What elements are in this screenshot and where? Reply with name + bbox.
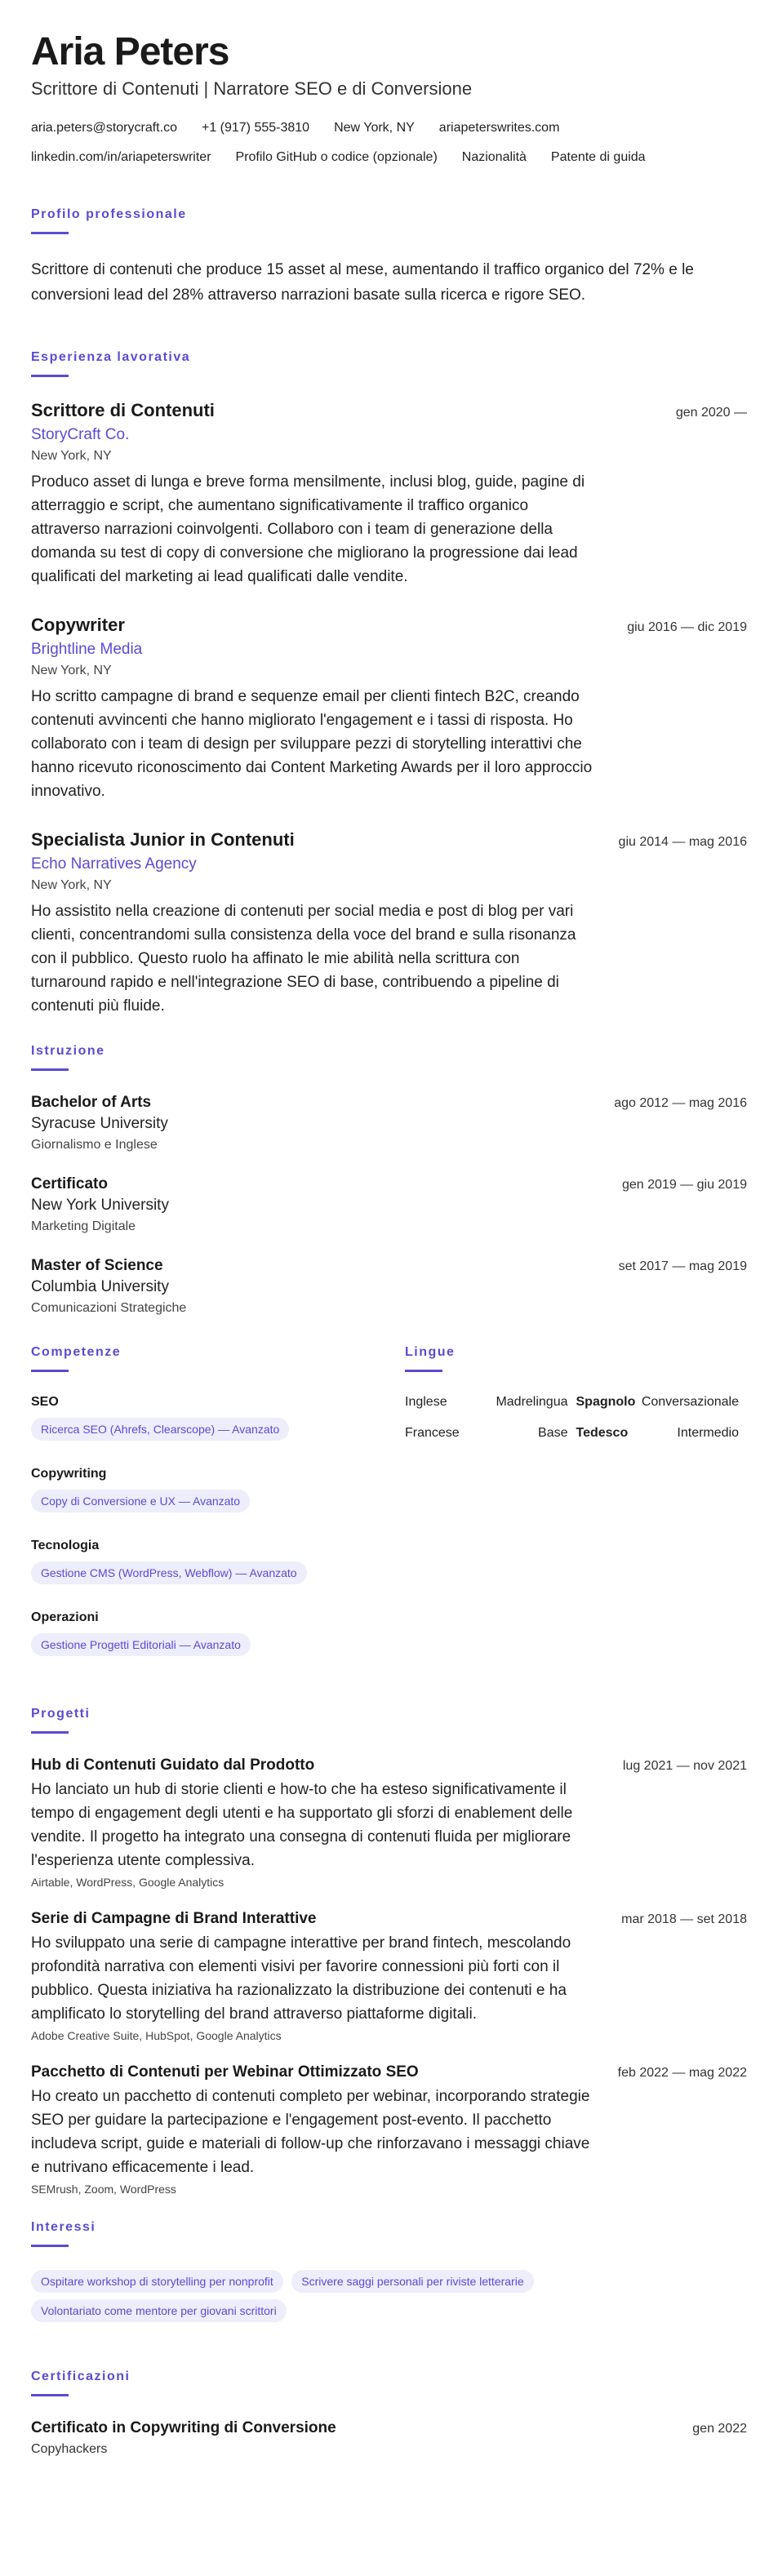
education-field: Marketing Digitale	[31, 1219, 136, 1233]
project-title: Serie di Campagne di Brand Interattive	[31, 1910, 317, 1927]
education-field: Comunicazioni Strategiche	[31, 1301, 187, 1315]
contact-list	[31, 121, 668, 165]
job-company: Echo Narratives Agency	[31, 855, 197, 873]
language-level: Base	[538, 1426, 568, 1440]
language-level: Intermedio	[677, 1426, 739, 1440]
job-entry	[31, 829, 747, 1018]
section-divider	[31, 2394, 69, 2396]
job-dates: giu 2014 — mag 2016	[618, 835, 747, 849]
job-entry	[31, 615, 747, 803]
education-school: Syracuse University	[31, 1115, 168, 1132]
language-name: Francese	[405, 1426, 460, 1440]
contact-location: New York, NY	[334, 121, 415, 135]
project-entry	[31, 2063, 747, 2196]
section-heading: Esperienza lavorativa	[31, 350, 191, 364]
language-name: Tedesco	[576, 1426, 629, 1440]
project-entry	[31, 1910, 747, 2042]
education-school: New York University	[31, 1197, 169, 1214]
contact-email[interactable]: aria.peters@storycraft.co	[31, 121, 177, 135]
job-location: New York, NY	[31, 449, 112, 463]
certification-org: Copyhackers	[31, 2442, 108, 2456]
certification-date: gen 2022	[692, 2422, 747, 2436]
education-dates: ago 2012 — mag 2016	[614, 1096, 747, 1110]
job-entry	[31, 400, 747, 588]
language-name: Inglese	[405, 1395, 447, 1409]
project-title: Pacchetto di Contenuti per Webinar Ottimizzato SEO	[31, 2063, 419, 2081]
project-tech: Airtable, WordPress, Google Analytics	[31, 1876, 225, 1889]
section-heading: Interessi	[31, 2220, 96, 2234]
experience-section	[31, 350, 747, 1018]
interest-pill: Scrivere saggi personali per riviste letterarie	[291, 2270, 533, 2293]
job-title: Copywriter	[31, 615, 125, 635]
education-entry	[31, 1175, 747, 1234]
profile-summary: Scrittore di contenuti che produce 15 asset al mese, aumentando il traffico organico del 72% e le conversioni lead del 28% attraverso narrazioni basate sulla ricerca e rigore SEO.	[31, 261, 694, 304]
education-degree: Master of Science	[31, 1257, 163, 1274]
section-heading: Progetti	[31, 1707, 91, 1721]
skills-column	[31, 1345, 374, 1682]
skill-pill: Copy di Conversione e UX — Avanzato	[31, 1490, 250, 1512]
skill-category: Operazioni	[31, 1610, 99, 1624]
project-dates: mar 2018 — set 2018	[621, 1912, 747, 1926]
skill-category: Tecnologia	[31, 1539, 100, 1552]
section-divider	[31, 1370, 69, 1372]
project-entry	[31, 1757, 747, 1889]
section-heading: Lingue	[405, 1345, 456, 1359]
language-row	[405, 1395, 747, 1410]
section-divider	[31, 2245, 69, 2247]
section-heading: Certificazioni	[31, 2369, 131, 2383]
education-dates: gen 2019 — giu 2019	[621, 1178, 747, 1192]
job-location: New York, NY	[31, 878, 112, 892]
language-entry	[576, 1395, 748, 1410]
job-title: Specialista Junior in Contenuti	[31, 829, 295, 850]
project-description: Ho lanciato un hub di storie clienti e how-to che ha esteso significativamente il tempo di engagement degli utenti e ha supportato gli sforzi di enablement delle vendite. Il progetto ha integrato una consegna di contenuti fluida per migliorare l'esperienza utente complessiva.	[31, 1781, 573, 1869]
profile-section	[31, 207, 747, 308]
skill-group	[31, 1610, 374, 1663]
certifications-section	[31, 2369, 747, 2457]
language-entry	[405, 1426, 576, 1441]
project-tech: SEMrush, Zoom, WordPress	[31, 2183, 176, 2196]
project-dates: feb 2022 — mag 2022	[617, 2066, 747, 2080]
interest-list	[31, 2270, 651, 2329]
section-heading: Profilo professionale	[31, 207, 187, 221]
job-company: StoryCraft Co.	[31, 426, 130, 443]
job-description: Produco asset di lunga e breve forma mensilmente, inclusi blog, guide, pagine di atterraggio e script, che aumentano significativamente il traffico organico attraverso narrazioni coinvolgenti. Collaboro con i team di generazione della domanda su test di copy di conversione che migliorano la progressione dai lead qualificati del marketing ai lead qualificati dalle vendite.	[31, 473, 585, 585]
skill-category: Copywriting	[31, 1467, 107, 1481]
project-description: Ho creato un pacchetto di contenuti completo per webinar, incorporando strategie SEO per guidare la partecipazione e l'engagement post-evento. Il pacchetto includeva script, guide e materiali di follow-up che rinforzavano i messaggi chiave e nutrivano efficacemente i lead.	[31, 2088, 590, 2176]
education-entry	[31, 1094, 747, 1153]
skills-languages-section	[31, 1345, 747, 1682]
language-entry	[576, 1426, 748, 1441]
language-entry	[405, 1395, 576, 1410]
job-company: Brightline Media	[31, 641, 143, 658]
section-divider	[31, 1068, 69, 1071]
languages-column	[405, 1345, 747, 1682]
education-entry	[31, 1257, 747, 1316]
contact-github[interactable]: Profilo GitHub o codice (opzionale)	[235, 150, 438, 164]
project-tech: Adobe Creative Suite, HubSpot, Google Analytics	[31, 2029, 282, 2042]
project-title: Hub di Contenuti Guidato dal Prodotto	[31, 1757, 315, 1774]
education-school: Columbia University	[31, 1278, 169, 1295]
education-section	[31, 1044, 747, 1316]
education-degree: Certificato	[31, 1175, 108, 1193]
job-description: Ho scritto campagne di brand e sequenze email per clienti fintech B2C, creando contenuti avvincenti che hanno migliorato l'engagement e i tassi di risposta. Ho collaborato con i team di design per sviluppare pezzi di storytelling interattivi che hanno ricevuto riconoscimento dai Content Marketing Awards per il loro approccio innovativo.	[31, 688, 593, 800]
job-dates: giu 2016 — dic 2019	[627, 620, 747, 634]
certification-entry	[31, 2419, 747, 2457]
education-field: Giornalismo e Inglese	[31, 1138, 158, 1152]
skill-pill: Ricerca SEO (Ahrefs, Clearscope) — Avanzato	[31, 1418, 289, 1441]
project-dates: lug 2021 — nov 2021	[622, 1759, 747, 1773]
contact-nationality: Nazionalità	[461, 150, 527, 164]
project-description: Ho sviluppato una serie di campagne interattive per brand fintech, mescolando profondità narrativa con elementi visivi per favorire connessioni più forti con il pubblico. Questa iniziativa ha razionalizzato la distribuzione dei contenuti e ha amplificato lo storytelling del brand attraverso piattaforme digitali.	[31, 1934, 571, 2023]
language-name: Spagnolo	[576, 1395, 636, 1409]
language-level: Madrelingua	[496, 1395, 568, 1409]
skill-pill: Gestione CMS (WordPress, Webflow) — Avanzato	[31, 1561, 307, 1584]
language-level: Conversazionale	[641, 1395, 739, 1409]
skill-group	[31, 1539, 374, 1591]
skill-group	[31, 1467, 374, 1519]
section-divider	[31, 232, 69, 234]
skill-pill: Gestione Progetti Editoriali — Avanzato	[31, 1633, 251, 1656]
section-heading: Competenze	[31, 1345, 122, 1359]
section-divider	[405, 1370, 442, 1372]
candidate-name: Aria Peters	[31, 30, 229, 73]
job-description: Ho assistito nella creazione di contenuti per social media e post di blog per vari clienti, concentrandomi sulla consistenza della voce del brand e sulla risonanza con il pubblico. Questo ruolo ha affinato le mie abilità nella scrittura con turnaround rapido e nell'integrazione SEO di base, contribuendo a pipeline di contenuti più fluide.	[31, 903, 576, 1015]
contact-phone[interactable]: +1 (917) 555-3810	[201, 121, 310, 135]
contact-website[interactable]: ariapeterswrites.com	[438, 121, 560, 135]
skill-category: SEO	[31, 1395, 59, 1409]
contact-linkedin[interactable]: linkedin.com/in/ariapeterswriter	[31, 150, 211, 164]
interest-pill: Ospitare workshop di storytelling per nonprofit	[31, 2270, 283, 2293]
skill-group	[31, 1395, 374, 1447]
certification-title: Certificato in Copywriting di Conversione	[31, 2419, 336, 2436]
projects-section	[31, 1707, 747, 2196]
language-row	[405, 1426, 747, 1441]
contact-license: Patente di guida	[550, 150, 646, 164]
section-heading: Istruzione	[31, 1044, 105, 1058]
section-divider	[31, 1731, 69, 1734]
education-dates: set 2017 — mag 2019	[618, 1259, 747, 1273]
section-divider	[31, 375, 69, 377]
education-degree: Bachelor of Arts	[31, 1094, 152, 1111]
interests-section	[31, 2220, 747, 2329]
job-location: New York, NY	[31, 664, 112, 677]
interest-pill: Volontariato come mentore per giovani scrittori	[31, 2299, 287, 2322]
job-title: Scrittore di Contenuti	[31, 400, 215, 420]
candidate-title: Scrittore di Contenuti | Narratore SEO e di Conversione	[31, 78, 473, 99]
job-dates: gen 2020 —	[675, 406, 747, 420]
